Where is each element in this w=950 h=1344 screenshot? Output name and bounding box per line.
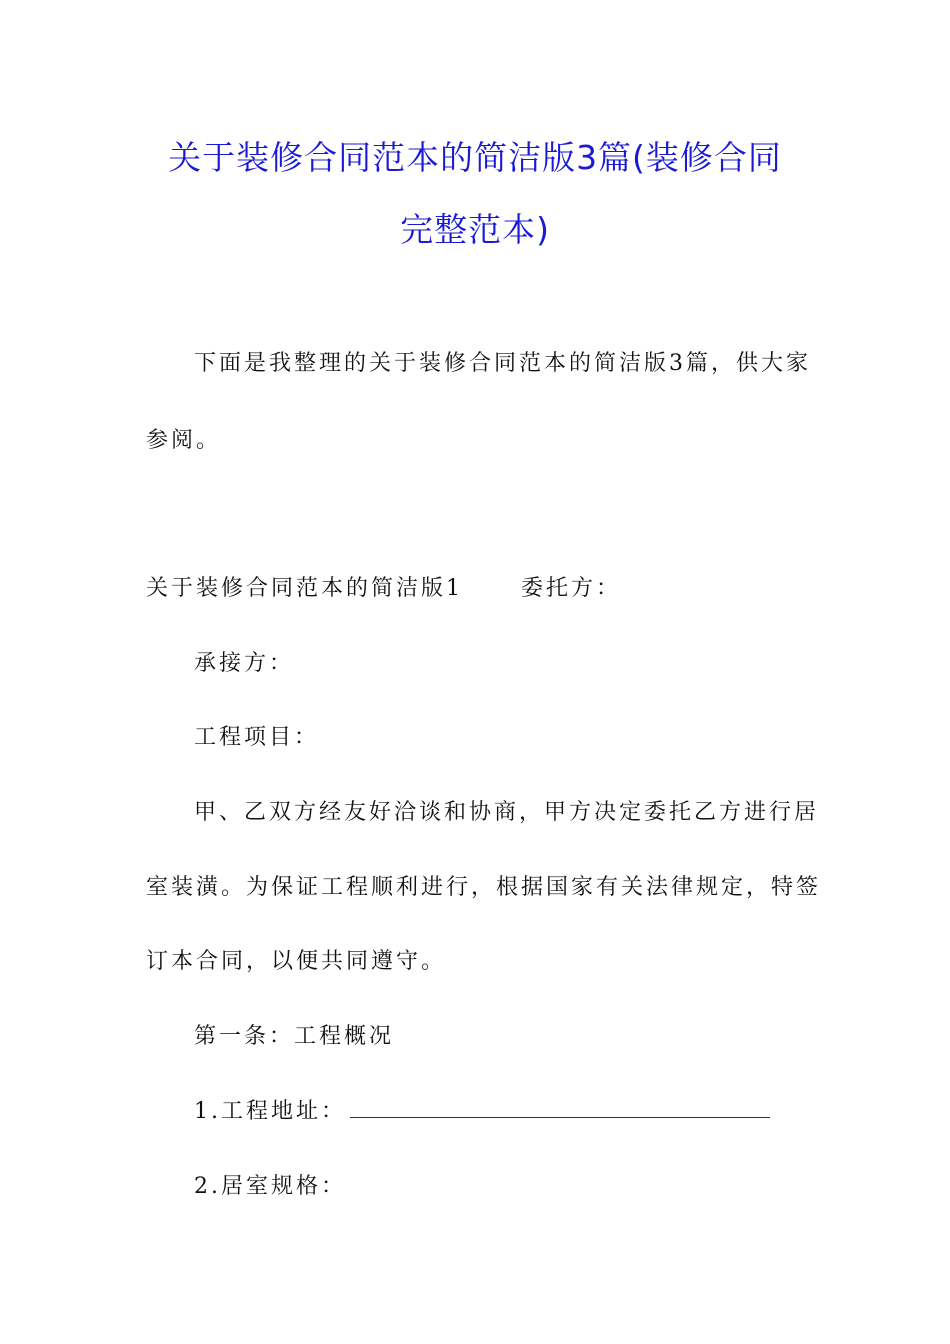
contractor-label: 承接方： [194, 651, 295, 676]
intro-line-1: 下面是我整理的关于装修合同范本的简洁版3篇，供大家 [194, 351, 811, 376]
section1-heading: 关于装修合同范本的简洁版1 [146, 576, 463, 601]
item-1-label: 1.工程地址： [194, 1099, 346, 1124]
section-heading-row [146, 571, 621, 602]
intro-line-2: 参阅。 [146, 428, 222, 453]
paragraph1-line-3: 订本合同，以便共同遵守。 [146, 949, 447, 974]
item-2-label: 2.居室规格： [194, 1174, 346, 1199]
paragraph1-line-2: 室装潢。为保证工程顺利进行，根据国家有关法律规定，特签 [146, 875, 822, 900]
document-title-line-2: 完整范本) [400, 210, 550, 249]
address-blank-line [350, 1097, 770, 1118]
article-1-heading: 第一条：工程概况 [194, 1024, 395, 1049]
paragraph1-line-1: 甲、乙双方经友好洽谈和协商，甲方决定委托乙方进行居 [194, 800, 820, 825]
project-label: 工程项目： [194, 725, 320, 750]
client-label: 委托方： [521, 576, 622, 601]
document-title-line-1: 关于装修合同范本的简洁版3篇(装修合同 [168, 138, 782, 177]
item-1-row [194, 1094, 770, 1125]
